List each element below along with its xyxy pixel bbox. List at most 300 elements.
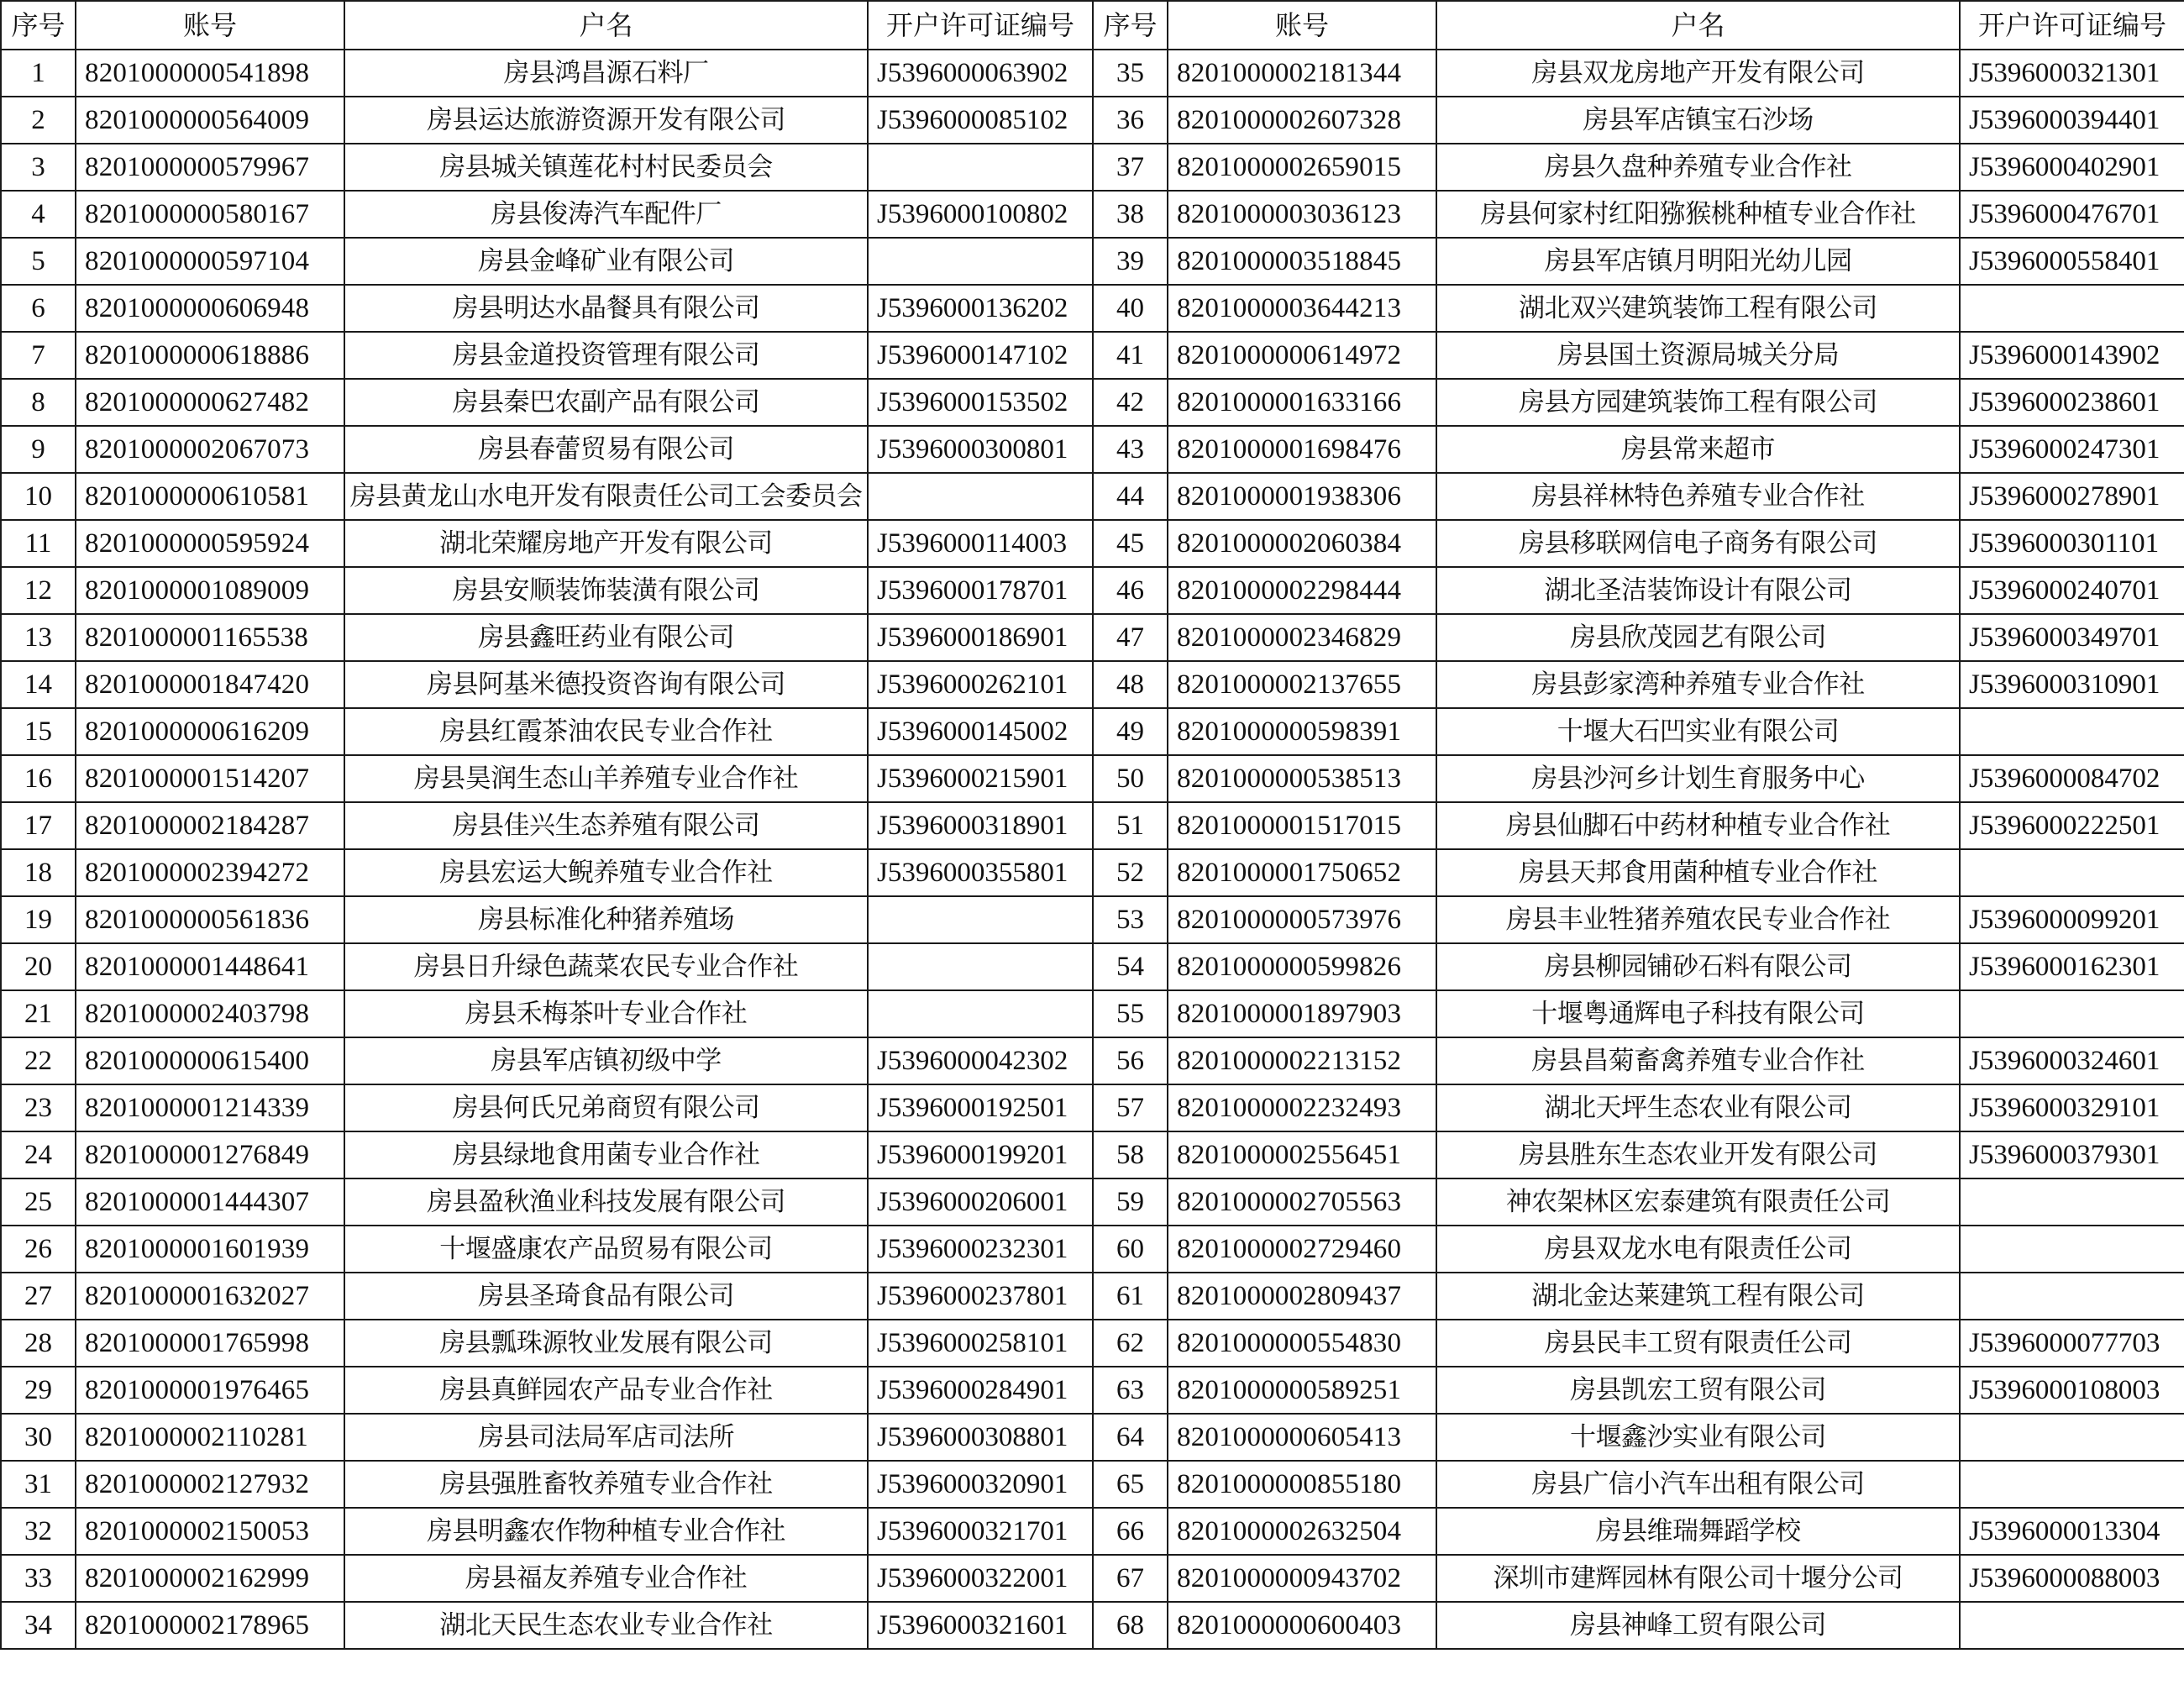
cell-no-left: 32 [1, 1508, 76, 1555]
cell-license-left: J5396000192501 [868, 1084, 1093, 1131]
cell-name-right: 房县丰业牲猪养殖农民专业合作社 [1436, 896, 1960, 943]
cell-account-right: 8201000002137655 [1168, 661, 1436, 708]
cell-account-right: 8201000001750652 [1168, 849, 1436, 896]
table-row [1, 661, 2184, 708]
cell-no-right: 41 [1093, 332, 1168, 379]
cell-license-left: J5396000258101 [868, 1320, 1093, 1367]
cell-name-left: 房县金峰矿业有限公司 [344, 238, 868, 285]
cell-account-right: 8201000003644213 [1168, 285, 1436, 332]
header-license-right: 开户许可证编号 [1960, 1, 2184, 50]
cell-name-right: 十堰大石凹实业有限公司 [1436, 708, 1960, 755]
table-row [1, 50, 2184, 97]
cell-account-right: 8201000002213152 [1168, 1037, 1436, 1084]
header-license-left: 开户许可证编号 [868, 1, 1093, 50]
table-row [1, 1461, 2184, 1508]
cell-name-left: 房县宏运大鲵养殖专业合作社 [344, 849, 868, 896]
cell-account-right: 8201000002298444 [1168, 567, 1436, 614]
cell-name-right: 房县欣茂园艺有限公司 [1436, 614, 1960, 661]
table-row [1, 332, 2184, 379]
cell-no-left: 30 [1, 1414, 76, 1461]
cell-no-left: 25 [1, 1178, 76, 1226]
cell-no-left: 31 [1, 1461, 76, 1508]
table-row [1, 614, 2184, 661]
cell-license-right: J5396000310901 [1960, 661, 2184, 708]
cell-no-right: 39 [1093, 238, 1168, 285]
cell-name-left: 房县安顺装饰装潢有限公司 [344, 567, 868, 614]
cell-account-right: 8201000002556451 [1168, 1131, 1436, 1178]
cell-license-left: J5396000308801 [868, 1414, 1093, 1461]
cell-license-right: J5396000476701 [1960, 191, 2184, 238]
cell-no-left: 13 [1, 614, 76, 661]
cell-name-left: 房县真鲜园农产品专业合作社 [344, 1367, 868, 1414]
cell-license-right: J5396000379301 [1960, 1131, 2184, 1178]
cell-name-right: 深圳市建辉园林有限公司十堰分公司 [1436, 1555, 1960, 1602]
cell-license-left: J5396000063902 [868, 50, 1093, 97]
cell-account-left: 8201000002178965 [76, 1602, 344, 1649]
cell-account-left: 8201000001514207 [76, 755, 344, 802]
cell-license-left: J5396000215901 [868, 755, 1093, 802]
cell-account-left: 8201000002110281 [76, 1414, 344, 1461]
cell-account-left: 8201000000615400 [76, 1037, 344, 1084]
cell-account-right: 8201000000573976 [1168, 896, 1436, 943]
cell-no-right: 55 [1093, 990, 1168, 1037]
table-body [1, 50, 2184, 1649]
cell-name-left: 房县强胜畜牧养殖专业合作社 [344, 1461, 868, 1508]
cell-name-right: 十堰鑫沙实业有限公司 [1436, 1414, 1960, 1461]
cell-license-left: J5396000320901 [868, 1461, 1093, 1508]
cell-account-right: 8201000002705563 [1168, 1178, 1436, 1226]
cell-name-left: 房县佳兴生态养殖有限公司 [344, 802, 868, 849]
cell-license-left: J5396000042302 [868, 1037, 1093, 1084]
cell-no-left: 11 [1, 520, 76, 567]
cell-no-right: 60 [1093, 1226, 1168, 1273]
table-row [1, 896, 2184, 943]
cell-license-right: J5396000013304 [1960, 1508, 2184, 1555]
cell-account-left: 8201000000597104 [76, 238, 344, 285]
cell-no-left: 20 [1, 943, 76, 990]
cell-name-left: 房县瓢珠源牧业发展有限公司 [344, 1320, 868, 1367]
cell-no-left: 18 [1, 849, 76, 896]
table-row [1, 1555, 2184, 1602]
cell-license-right: J5396000077703 [1960, 1320, 2184, 1367]
cell-account-left: 8201000001214339 [76, 1084, 344, 1131]
cell-license-left: J5396000199201 [868, 1131, 1093, 1178]
cell-account-left: 8201000000627482 [76, 379, 344, 426]
cell-no-left: 15 [1, 708, 76, 755]
cell-name-left: 房县红霞茶油农民专业合作社 [344, 708, 868, 755]
cell-account-left: 8201000002150053 [76, 1508, 344, 1555]
cell-name-right: 房县昌菊畜禽养殖专业合作社 [1436, 1037, 1960, 1084]
cell-no-left: 26 [1, 1226, 76, 1273]
cell-account-right: 8201000001517015 [1168, 802, 1436, 849]
cell-no-left: 4 [1, 191, 76, 238]
cell-name-right: 房县天邦食用菌种植专业合作社 [1436, 849, 1960, 896]
cell-no-left: 3 [1, 144, 76, 191]
cell-no-right: 42 [1093, 379, 1168, 426]
table-row [1, 1273, 2184, 1320]
cell-name-right: 房县凯宏工贸有限公司 [1436, 1367, 1960, 1414]
cell-no-right: 43 [1093, 426, 1168, 473]
cell-license-right: J5396000321301 [1960, 50, 2184, 97]
cell-no-right: 47 [1093, 614, 1168, 661]
cell-account-left: 8201000001601939 [76, 1226, 344, 1273]
cell-license-right: J5396000108003 [1960, 1367, 2184, 1414]
cell-license-right: J5396000143902 [1960, 332, 2184, 379]
cell-account-right: 8201000002060384 [1168, 520, 1436, 567]
cell-license-right: J5396000099201 [1960, 896, 2184, 943]
cell-license-left: J5396000153502 [868, 379, 1093, 426]
cell-license-right: J5396000558401 [1960, 238, 2184, 285]
cell-account-left: 8201000002127932 [76, 1461, 344, 1508]
cell-license-right [1960, 1602, 2184, 1649]
cell-no-right: 56 [1093, 1037, 1168, 1084]
cell-no-right: 51 [1093, 802, 1168, 849]
cell-no-right: 53 [1093, 896, 1168, 943]
cell-license-left: J5396000147102 [868, 332, 1093, 379]
cell-account-right: 8201000002232493 [1168, 1084, 1436, 1131]
table-row [1, 191, 2184, 238]
cell-license-right: J5396000222501 [1960, 802, 2184, 849]
cell-account-left: 8201000001632027 [76, 1273, 344, 1320]
cell-name-right: 房县军店镇月明阳光幼儿园 [1436, 238, 1960, 285]
cell-no-left: 7 [1, 332, 76, 379]
table-row [1, 426, 2184, 473]
cell-name-right: 房县胜东生态农业开发有限公司 [1436, 1131, 1960, 1178]
cell-account-left: 8201000000595924 [76, 520, 344, 567]
cell-account-left: 8201000001847420 [76, 661, 344, 708]
cell-license-left: J5396000136202 [868, 285, 1093, 332]
cell-name-left: 房县盈秋渔业科技发展有限公司 [344, 1178, 868, 1226]
table-row [1, 1508, 2184, 1555]
cell-name-right: 房县何家村红阳猕猴桃种植专业合作社 [1436, 191, 1960, 238]
table-row [1, 1320, 2184, 1367]
cell-license-right [1960, 1461, 2184, 1508]
cell-account-right: 8201000001698476 [1168, 426, 1436, 473]
table-row [1, 943, 2184, 990]
cell-no-right: 66 [1093, 1508, 1168, 1555]
cell-account-right: 8201000003036123 [1168, 191, 1436, 238]
cell-no-right: 67 [1093, 1555, 1168, 1602]
header-account-left: 账号 [76, 1, 344, 50]
cell-no-left: 16 [1, 755, 76, 802]
cell-license-left: J5396000322001 [868, 1555, 1093, 1602]
cell-no-left: 34 [1, 1602, 76, 1649]
cell-no-left: 27 [1, 1273, 76, 1320]
cell-license-left [868, 896, 1093, 943]
cell-no-right: 57 [1093, 1084, 1168, 1131]
cell-license-left [868, 144, 1093, 191]
cell-name-left: 房县司法局军店司法所 [344, 1414, 868, 1461]
cell-license-left: J5396000206001 [868, 1178, 1093, 1226]
table-row [1, 755, 2184, 802]
table-row [1, 1414, 2184, 1461]
cell-no-left: 1 [1, 50, 76, 97]
cell-name-left: 房县禾梅茶叶专业合作社 [344, 990, 868, 1037]
cell-no-right: 61 [1093, 1273, 1168, 1320]
cell-license-left: J5396000178701 [868, 567, 1093, 614]
table-row [1, 1367, 2184, 1414]
cell-no-right: 38 [1093, 191, 1168, 238]
cell-license-left: J5396000262101 [868, 661, 1093, 708]
cell-account-left: 8201000000579967 [76, 144, 344, 191]
cell-name-left: 房县鸿昌源石料厂 [344, 50, 868, 97]
cell-name-right: 房县祥林特色养殖专业合作社 [1436, 473, 1960, 520]
table-row [1, 990, 2184, 1037]
header-row [1, 1, 2184, 50]
header-name-left: 户名 [344, 1, 868, 50]
cell-account-left: 8201000001765998 [76, 1320, 344, 1367]
cell-name-right: 房县双龙房地产开发有限公司 [1436, 50, 1960, 97]
cell-name-right: 房县维瑞舞蹈学校 [1436, 1508, 1960, 1555]
cell-account-right: 8201000000554830 [1168, 1320, 1436, 1367]
cell-name-left: 房县金道投资管理有限公司 [344, 332, 868, 379]
table-row [1, 97, 2184, 144]
cell-license-right: J5396000349701 [1960, 614, 2184, 661]
cell-no-right: 35 [1093, 50, 1168, 97]
cell-no-right: 68 [1093, 1602, 1168, 1649]
cell-license-left: J5396000085102 [868, 97, 1093, 144]
cell-no-right: 62 [1093, 1320, 1168, 1367]
cell-license-left [868, 990, 1093, 1037]
cell-name-left: 房县春蕾贸易有限公司 [344, 426, 868, 473]
cell-license-left: J5396000145002 [868, 708, 1093, 755]
cell-account-right: 8201000002346829 [1168, 614, 1436, 661]
table-row [1, 379, 2184, 426]
cell-license-left: J5396000355801 [868, 849, 1093, 896]
cell-name-right: 房县常来超市 [1436, 426, 1960, 473]
cell-license-left: J5396000100802 [868, 191, 1093, 238]
cell-name-right: 房县军店镇宝石沙场 [1436, 97, 1960, 144]
cell-account-left: 8201000001976465 [76, 1367, 344, 1414]
cell-license-right: J5396000324601 [1960, 1037, 2184, 1084]
cell-license-left: J5396000300801 [868, 426, 1093, 473]
cell-license-right [1960, 1414, 2184, 1461]
cell-no-left: 28 [1, 1320, 76, 1367]
cell-license-right: J5396000329101 [1960, 1084, 2184, 1131]
cell-name-left: 湖北天民生态农业专业合作社 [344, 1602, 868, 1649]
cell-license-right: J5396000088003 [1960, 1555, 2184, 1602]
cell-name-right: 房县广信小汽车出租有限公司 [1436, 1461, 1960, 1508]
cell-account-right: 8201000000598391 [1168, 708, 1436, 755]
cell-no-left: 33 [1, 1555, 76, 1602]
cell-no-left: 21 [1, 990, 76, 1037]
cell-account-left: 8201000002403798 [76, 990, 344, 1037]
cell-license-right: J5396000247301 [1960, 426, 2184, 473]
cell-no-left: 14 [1, 661, 76, 708]
cell-no-left: 10 [1, 473, 76, 520]
cell-no-left: 9 [1, 426, 76, 473]
cell-license-left: J5396000237801 [868, 1273, 1093, 1320]
cell-no-right: 36 [1093, 97, 1168, 144]
cell-account-right: 8201000000605413 [1168, 1414, 1436, 1461]
cell-account-left: 8201000001276849 [76, 1131, 344, 1178]
cell-account-right: 8201000002659015 [1168, 144, 1436, 191]
cell-account-right: 8201000000589251 [1168, 1367, 1436, 1414]
cell-license-right: J5396000278901 [1960, 473, 2184, 520]
cell-license-right [1960, 285, 2184, 332]
cell-no-right: 37 [1093, 144, 1168, 191]
cell-no-left: 17 [1, 802, 76, 849]
cell-name-left: 房县昊润生态山羊养殖专业合作社 [344, 755, 868, 802]
cell-name-left: 房县何氏兄弟商贸有限公司 [344, 1084, 868, 1131]
header-no-left: 序号 [1, 1, 76, 50]
cell-account-left: 8201000002067073 [76, 426, 344, 473]
cell-license-right: J5396000240701 [1960, 567, 2184, 614]
cell-name-right: 湖北圣洁装饰设计有限公司 [1436, 567, 1960, 614]
cell-no-right: 59 [1093, 1178, 1168, 1226]
cell-name-left: 房县鑫旺药业有限公司 [344, 614, 868, 661]
table-row [1, 285, 2184, 332]
cell-no-right: 58 [1093, 1131, 1168, 1178]
cell-license-right [1960, 708, 2184, 755]
cell-name-left: 房县城关镇莲花村村民委员会 [344, 144, 868, 191]
cell-name-right: 房县国土资源局城关分局 [1436, 332, 1960, 379]
cell-no-right: 46 [1093, 567, 1168, 614]
cell-name-right: 湖北双兴建筑装饰工程有限公司 [1436, 285, 1960, 332]
cell-name-right: 房县方园建筑装饰工程有限公司 [1436, 379, 1960, 426]
cell-no-right: 40 [1093, 285, 1168, 332]
table-row [1, 1037, 2184, 1084]
header-account-right: 账号 [1168, 1, 1436, 50]
cell-name-left: 房县运达旅游资源开发有限公司 [344, 97, 868, 144]
cell-license-right: J5396000238601 [1960, 379, 2184, 426]
cell-account-right: 8201000000599826 [1168, 943, 1436, 990]
cell-name-right: 湖北金达莱建筑工程有限公司 [1436, 1273, 1960, 1320]
cell-no-left: 29 [1, 1367, 76, 1414]
cell-license-left: J5396000321701 [868, 1508, 1093, 1555]
cell-no-right: 50 [1093, 755, 1168, 802]
cell-name-left: 房县俊涛汽车配件厂 [344, 191, 868, 238]
cell-account-right: 8201000000600403 [1168, 1602, 1436, 1649]
cell-license-right: J5396000084702 [1960, 755, 2184, 802]
cell-license-left [868, 473, 1093, 520]
cell-name-left: 房县福友养殖专业合作社 [344, 1555, 868, 1602]
cell-license-right [1960, 1226, 2184, 1273]
cell-no-left: 8 [1, 379, 76, 426]
cell-account-right: 8201000000855180 [1168, 1461, 1436, 1508]
cell-account-left: 8201000001448641 [76, 943, 344, 990]
cell-license-left: J5396000321601 [868, 1602, 1093, 1649]
cell-account-left: 8201000002162999 [76, 1555, 344, 1602]
header-no-right: 序号 [1093, 1, 1168, 50]
table-row [1, 1084, 2184, 1131]
cell-account-left: 8201000002394272 [76, 849, 344, 896]
cell-account-right: 8201000000614972 [1168, 332, 1436, 379]
cell-account-right: 8201000002181344 [1168, 50, 1436, 97]
cell-license-left: J5396000284901 [868, 1367, 1093, 1414]
cell-license-left: J5396000318901 [868, 802, 1093, 849]
cell-account-right: 8201000001897903 [1168, 990, 1436, 1037]
cell-no-left: 19 [1, 896, 76, 943]
cell-name-right: 神农架林区宏泰建筑有限责任公司 [1436, 1178, 1960, 1226]
cell-name-right: 房县久盘种养殖专业合作社 [1436, 144, 1960, 191]
header-name-right: 户名 [1436, 1, 1960, 50]
cell-account-left: 8201000001089009 [76, 567, 344, 614]
cell-account-right: 8201000001633166 [1168, 379, 1436, 426]
cell-account-left: 8201000002184287 [76, 802, 344, 849]
cell-account-left: 8201000000616209 [76, 708, 344, 755]
cell-name-right: 房县移联网信电子商务有限公司 [1436, 520, 1960, 567]
cell-no-right: 54 [1093, 943, 1168, 990]
cell-no-left: 6 [1, 285, 76, 332]
cell-account-right: 8201000002809437 [1168, 1273, 1436, 1320]
cell-name-left: 房县标准化种猪养殖场 [344, 896, 868, 943]
cell-no-right: 64 [1093, 1414, 1168, 1461]
table-row [1, 567, 2184, 614]
cell-name-left: 房县明鑫农作物种植专业合作社 [344, 1508, 868, 1555]
table-row [1, 708, 2184, 755]
cell-account-right: 8201000002632504 [1168, 1508, 1436, 1555]
cell-no-right: 48 [1093, 661, 1168, 708]
cell-license-left [868, 943, 1093, 990]
cell-account-left: 8201000001444307 [76, 1178, 344, 1226]
cell-license-right: J5396000394401 [1960, 97, 2184, 144]
table-row [1, 238, 2184, 285]
cell-name-left: 房县黄龙山水电开发有限责任公司工会委员会 [344, 473, 868, 520]
cell-name-left: 房县秦巴农副产品有限公司 [344, 379, 868, 426]
cell-name-right: 房县仙脚石中药材种植专业合作社 [1436, 802, 1960, 849]
table-row [1, 1602, 2184, 1649]
cell-account-left: 8201000000564009 [76, 97, 344, 144]
cell-account-left: 8201000000580167 [76, 191, 344, 238]
cell-no-left: 24 [1, 1131, 76, 1178]
cell-no-right: 52 [1093, 849, 1168, 896]
table-row [1, 473, 2184, 520]
table-row [1, 1178, 2184, 1226]
cell-name-left: 房县阿基米德投资咨询有限公司 [344, 661, 868, 708]
cell-license-left [868, 238, 1093, 285]
cell-name-left: 房县军店镇初级中学 [344, 1037, 868, 1084]
table-row [1, 849, 2184, 896]
cell-account-right: 8201000000943702 [1168, 1555, 1436, 1602]
cell-account-left: 8201000001165538 [76, 614, 344, 661]
cell-account-right: 8201000002729460 [1168, 1226, 1436, 1273]
cell-name-left: 房县绿地食用菌专业合作社 [344, 1131, 868, 1178]
cell-no-right: 63 [1093, 1367, 1168, 1414]
table-row [1, 802, 2184, 849]
cell-name-right: 十堰粤通辉电子科技有限公司 [1436, 990, 1960, 1037]
table-row [1, 144, 2184, 191]
cell-name-right: 房县柳园铺砂石料有限公司 [1436, 943, 1960, 990]
cell-account-left: 8201000000618886 [76, 332, 344, 379]
cell-no-left: 12 [1, 567, 76, 614]
cell-name-left: 湖北荣耀房地产开发有限公司 [344, 520, 868, 567]
cell-account-right: 8201000001938306 [1168, 473, 1436, 520]
cell-name-right: 房县沙河乡计划生育服务中心 [1436, 755, 1960, 802]
cell-account-right: 8201000002607328 [1168, 97, 1436, 144]
table-row [1, 1226, 2184, 1273]
cell-no-left: 22 [1, 1037, 76, 1084]
cell-license-right [1960, 849, 2184, 896]
cell-no-left: 5 [1, 238, 76, 285]
cell-name-right: 房县神峰工贸有限公司 [1436, 1602, 1960, 1649]
cell-account-left: 8201000000606948 [76, 285, 344, 332]
table-header [1, 1, 2184, 50]
cell-license-right: J5396000301101 [1960, 520, 2184, 567]
cell-license-right: J5396000402901 [1960, 144, 2184, 191]
cell-account-left: 8201000000610581 [76, 473, 344, 520]
cell-no-right: 65 [1093, 1461, 1168, 1508]
cell-name-left: 房县日升绿色蔬菜农民专业合作社 [344, 943, 868, 990]
cell-name-right: 房县双龙水电有限责任公司 [1436, 1226, 1960, 1273]
cell-account-right: 8201000003518845 [1168, 238, 1436, 285]
table-row [1, 520, 2184, 567]
cell-no-left: 23 [1, 1084, 76, 1131]
cell-account-right: 8201000000538513 [1168, 755, 1436, 802]
cell-account-left: 8201000000561836 [76, 896, 344, 943]
cell-name-left: 十堰盛康农产品贸易有限公司 [344, 1226, 868, 1273]
cell-license-right: J5396000162301 [1960, 943, 2184, 990]
